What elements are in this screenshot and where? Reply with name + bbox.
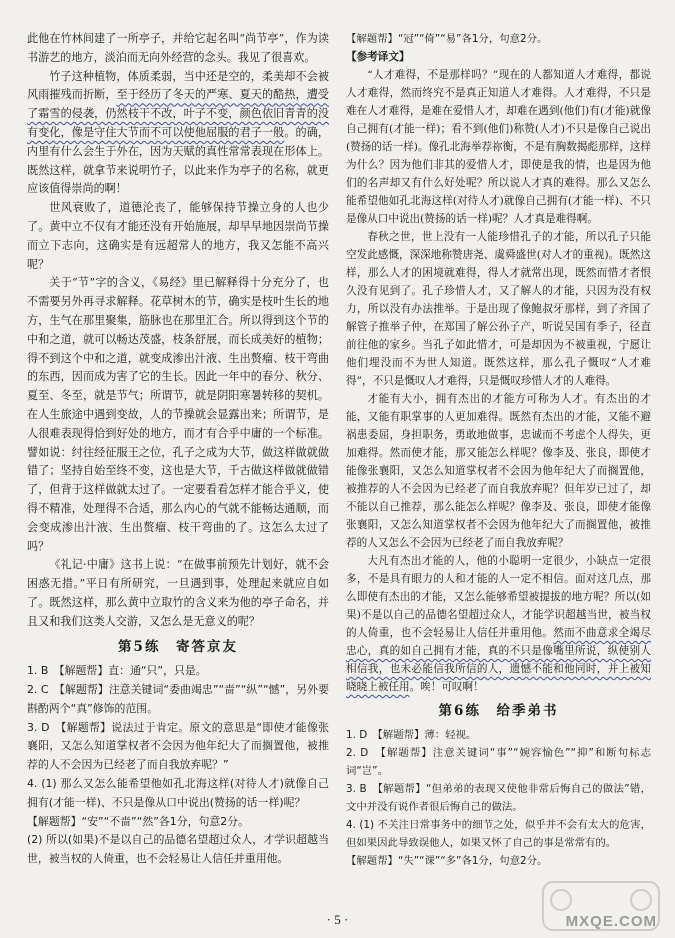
answer-item: 4. (1) 不关注日常事务中的细节之处，似乎并不会有太大的危害，但如果因此导致误他人，如果又怀了自己的事是常常有的。 [346,819,651,849]
answer-item: 1. B 【解题帮】直：通“只”，只是。 [27,664,207,678]
section-title: 第6练 给季弟书 [438,703,559,719]
paragraph: 《礼记·中庸》这书上说：“在做事前预先计划好，就不会困惑无措。”平日有所研究，一旦遇到事，处理起来就应自如了。既然这样，那么黄中立取竹的含义来为他的亭子命名，并且又和我们这类人交游，又怎么是无意义的呢？ [27,558,329,628]
left-column [27,30,329,869]
answer-hint: 【解题帮】“冠”“倚”“易”各1分，句意2分。 [346,33,548,45]
paragraph [27,68,329,200]
answer-item: 3. B 【解题帮】“但弟弟的表现又使他非常后悔自己的做法”错，文中并没有说作者很后悔自己的做法。 [346,783,651,813]
reference-translation-heading: 【参考译文】 [346,51,410,63]
right-column [346,30,651,870]
paragraph: 春秋之世，世上没有一人能珍惜孔子的才能，所以孔子只能空发此感慨，深深地称赞唐尧、虞舜盛世(对人才的重视)。既然这样，那么人才的困境就难得，得人才就常出现，既然而惜才者恨久没有见到了。孔子珍惜人才，又了解人的才能，只因为没有权力，所以没有办法推举。于是出现了像鲍叔牙那样，到了齐国了解管子推举子仲，在郑国了解公孙子产，听说吴国有季子，径直前往他的家乡。当孔子如此惜才，可是却因为不被重视，宁愿让他们埋没而不为世人知道。既然这样，那么孔子慨叹“人才难得”，不只是慨叹人才难得，只是慨叹珍惜人才的人难得。 [346,231,651,387]
underlined-passage: 至于经历了冬天的严寒、夏天的酷热，遭受了霜雪的侵袭，仍然枝干不改，叶子不变，颜色依旧青青的没有变化，像是守住大节而不可以使他屈服的君子一般 [27,88,329,139]
paragraph: 此他在竹林间建了一所亭子，并给它起名叫“尚节亭”，作为读书游艺的地方，淡泊而无向外经营的念头。我见了很喜欢。 [27,32,329,64]
paragraph [346,552,651,696]
watermark-text: MXQE.COM [565,913,657,930]
answer-item: (2) 所以(如果)不是以自己的品德名望超过众人，才学识超越当世，被当权的人倚重，也不会轻易让人信任并重用他。 [27,833,329,866]
answer-item: 2. D 【解题帮】注意关键词“事”“婉容愉色”“抑”和断句标志词“岂”。 [346,747,651,777]
answer-hint: 【解题帮】“失”“课”“多”各1分，句意2分。 [346,855,548,867]
section-title: 第5练 寄答京友 [118,638,238,655]
page-number: · 5 · [326,912,349,927]
answer-item: 1. D 【解题帮】薄：轻视。 [346,729,477,741]
answer-hint: 【解题帮】“安”“不啬”“然”各1分，句意2分。 [27,814,249,828]
underlined-passage: 然而不曲意求全竭尽忠心，真的如自己拥有才能，真的不只是像嘴里所说，纵使别人相信我，也未必能信我所信的人，遗憾不能和他同时，并上被知晓晓上被任用 [346,627,652,693]
paragraph: 关于“节”字的含义，《易经》里已解释得十分充分了，也不需要另外再寻求解释。花草树木的节，确实是枝叶生长的地方，生气在那里聚集，筋脉也在那里汇合。所以得到这个节的中和之道，就可以畅达茂盛，枝条舒展，而长成美好的植物；得不到这个中和之道，就变成渗出汁液、生出赘瘤、枝干弯曲的东西，因而成为害了它的生长。因此一年中的春分、秋分、夏至、冬至，就是节气；所谓节，就是阴阳寒暑转移的契机。在人生旅途中遇到变故，人的节操就会显露出来；所谓节，是人很难表现得恰到好处的地方，而才有合乎中庸的一个标准。譬如说：纣往经征服王之位，孔子之成为大节，做这样做就做错了；坚持自始至终不变，这也是大节，千古做这样做就做错了，但背于这样做就太过了。一定要看看怎样才能合乎义，使得不精准，处理得不合适，那么内心的气就不能畅达通顺，而会变成渗出汁液、生出赘瘤、枝干弯曲的了。这怎么太过了吗？ [27,276,329,553]
paragraph: 才能有大小，拥有杰出的才能方可称为人才。有杰出的才能，又能有职掌事的人更加难得。既然有杰出的才能，又能不避祸患委屈，身担职务，勇敢地做事，忠诚而不考虑个人得失，更加难得。然而使才能，那又能怎么样呢？像李及、张良，即使才能像张襄阳，又怎么知道掌权者不会因为他年纪大了而搁置他，被推荐的人不会因为已经老了而自我放弃呢？但年岁已过了，却不能以自己推荐，那么能怎么样呢？像李及、张良，即使才能像张襄阳，又怎么知道掌权者不会因为他年纪大了而搁置他，被推荐的人又怎么不会因为已经老了而自我放弃呢？ [346,393,651,549]
paragraph: “人才难得，不是那样吗？”现在的人都知道人才难得，都说人才难得，然而终究不是真正知道人才难得。人才难得，不只是难在人才难得，是难在爱惜人才，却难在遇到(他们)有(才能)就像自己拥有(才能一样)；看不到(他们)称赞(人才)不只是像自己说出(赞扬的话一样)。像孔北海举荐祢衡，不是有胸数揭彪那样，这样为什么？因为他们非其的爱惜人才，即使是我的情，也是因为他们的名声却又有什么好处呢？所以说人才真的难得。那么又怎么能希望他如孔北海这样(对待人才)就像自己拥有(才能一样)、不只是像从口中说出(赞扬的话一样)呢？人才真是难得啊。 [346,69,651,225]
paragraph-text: 大凡有杰出才能的人，他的小聪明一定很少，小缺点一定很多，不是具有眼力的人和才能的人一定不相信。面对这几点，那么即使有杰出的才能，又怎么能够希望被提拔的地方呢？所以(如果)不是以自己的品德名望超过众人，才能学识超越当世，被当权的人倚重，也不会轻易让人信任并重用他。 [346,555,651,639]
answer-item: 2. C 【解题帮】注意关键词“委曲竭忠”“啬”“纵”“憾”，另外要斟酌两个“真”修饰的范围。 [27,683,329,715]
answer-item: 3. D 【解题帮】说法过于肯定。原文的意思是“即使才能像张襄阳，又怎么知道掌权者不会因为他年纪大了而搁置他，被推荐的人不会因为已经老了而自我放弃呢？” [27,720,329,772]
paragraph-text: 。唉！可叹啊！ [409,681,484,693]
answer-item: 4. (1) 那么又怎么能希望他如孔北海这样(对待人才)就像自己拥有(才能一样)、不只是像从口中说出(赞扬的话一样)呢？ [27,777,329,809]
paragraph-text: 竹子这种植物，体质柔弱，当中还是空的，柔美却不会被风雨摧残而折断， [27,69,329,102]
paragraph: 世风衰败了，道德沦丧了，能够保持节操立身的人也少了。黄中立不仅有才能还没有开始施展，却早早地因崇尚节操而立下志向，这确实是有远超常人的地方，我又怎能不高兴呢？ [27,201,329,271]
paragraph-text: 。的确，内里有什么会生于外在，因为天赋的真性常常表现在形体上。既然这样，就拿节来说明竹子，以此来作为亭子的名称，就更应该值得崇尚的啊！ [27,125,329,196]
